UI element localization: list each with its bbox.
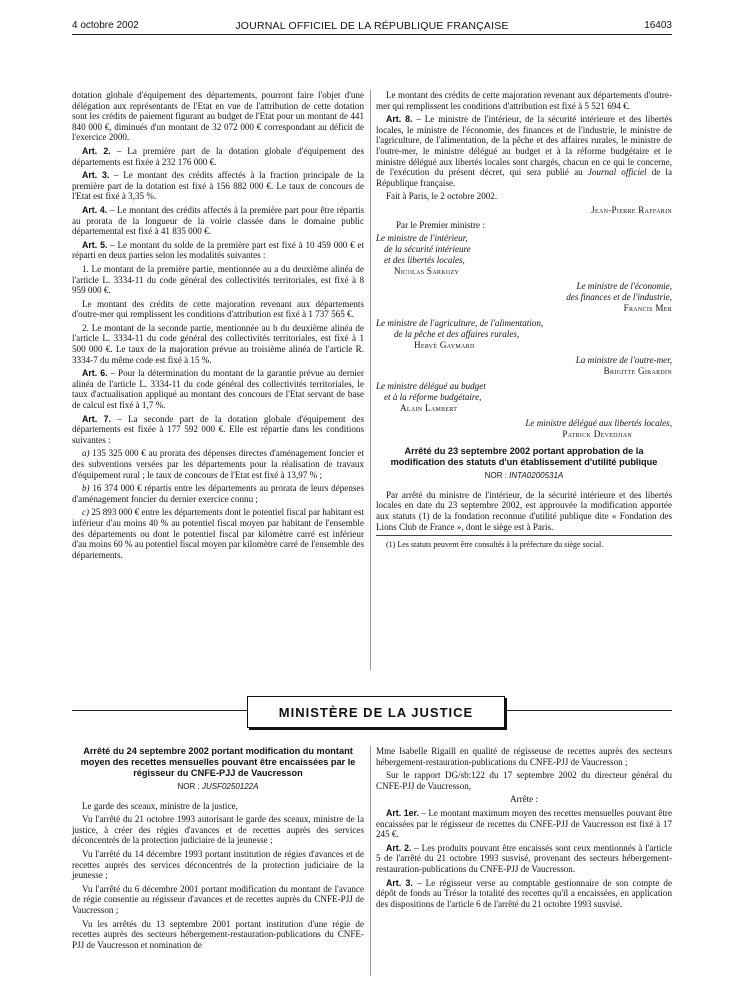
signatory-block-agriculture: Le ministre de l'agriculture, de l'alimentation, de la pêche et des affaires rurales, Hervé Gaymard: [376, 318, 544, 351]
list-item: c) 25 893 000 € entre les départements dont le potentiel fiscal par habitant est inférieur d'au moins 40 % au potentiel fiscal moyen par habitant de l'ensemble des départements ou dont le potentiel fiscal par kilomètre carré est inférieur d'au moins 60 % au potentiel fiscal moyen par kilomètre carré de l'ensemble des départements.: [72, 507, 364, 560]
nor-reference: NOR : INTA0200531A: [484, 471, 564, 481]
paragraph: 2. Le montant de la seconde partie, mentionnée au b du deuxième alinéa de l'article L. 3334-11 du code général des collectivités territoriales, est fixé à 1 500 000 €. Le taux de la majoration prévue au troisième alinéa de l'article R. 3334-7 du même code est fixé à 15 %.: [72, 322, 364, 365]
banner-rule-right: [505, 710, 672, 711]
list-item: a) 135 325 000 € au prorata des dépenses directes d'aménagement foncier et des subventions versées par les départements pour la réalisation de travaux d'équipement rural ; le taux de concours de l'Etat est fixé à 13,97 % ;: [72, 448, 364, 480]
paragraph: Vu les arrêtés du 13 septembre 2001 portant institution d'une régie de recettes auprès des secteurs hébergement-restauration-publications du CNFE-PJJ de Vaucresson et nomination de: [72, 918, 364, 950]
paragraph: Sur le rapport DG/sb:122 du 17 septembre 2002 du directeur général du CNFE-PJJ de Vaucresson,: [376, 770, 672, 791]
header-rule: [72, 34, 672, 35]
article-6: Art. 6. – Pour la détermination du montant de la garantie prévue au dernier alinéa de l'article L. 3334-11 du code général des collectivités territoriales, le taux d'actualisation appliqué au montant des concours de l'Etat servant de base de calcul est fixé à 1,7 %.: [72, 368, 364, 411]
signatory-block-local-liberties: Le ministre délégué aux libertés locales, Patrick Devedjian: [525, 418, 672, 440]
article-2: Art. 2. – Les produits pouvant être encaissés sont ceux mentionnés à l'article 5 de l'arrêté du 21 octobre 1993 susvisé, provenant des secteurs hébergement-restauration-publications du CNFE-PJJ de Vaucresson.: [376, 842, 672, 874]
footnote: (1) Les statuts peuvent être consultés à la préfecture du siège social.: [376, 535, 672, 551]
article-7: Art. 7. – La seconde part de la dotation globale d'équipement des départements est fixée à 177 592 000 €. Elle est répartie dans les conditions suivantes :: [72, 413, 364, 445]
signatory-block-budget: Le ministre délégué au budget et à la réforme budgétaire, Alain Lambert: [376, 381, 486, 414]
article-5: Art. 5. – Le montant du solde de la première part est fixé à 10 459 000 € et réparti en deux parties selon les modalités suivantes :: [72, 239, 364, 261]
decree-title: Arrêté du 24 septembre 2002 portant modification du montant moyen des recettes mensuelles pouvant être encaissées par le régisseur du CNFE-PJJ de Vaucresson: [80, 746, 356, 778]
list-item: b) 16 374 000 € répartis entre les départements au prorata de leurs dépenses d'aménagement foncier du dernier exercice connu ;: [72, 483, 364, 504]
article-4: Art. 4. – Le montant des crédits affectés à la première part pour être répartis au prorata de la longueur de la voirie classée dans le domaine public départemental est fixé à 41 835 000 €.: [72, 204, 365, 237]
signatory-block-economy: Le ministre de l'économie, des finances et de l'industrie, Francis Mer: [566, 281, 672, 314]
signatory-block-overseas: La ministre de l'outre-mer, Brigitte Girardin: [575, 355, 672, 377]
article-8: Art. 8. – Le ministre de l'intérieur, de la sécurité intérieure et des libertés locales, le ministre de l'économie, des finances et de l'industrie, le ministre de l'agriculture, de l'alimentation, de la pêche et des affaires rurales, le ministre de l'outre-mer, le ministre délégué au budget et à la réforme budgétaire et le ministre délégué aux libertés locales sont chargés, chacun en ce qui le concerne, de l'exécution du présent décret, qui sera publié au Journal officiel de la République française.: [376, 114, 672, 188]
signature-by-line: Par le Premier ministre :: [396, 219, 485, 230]
nor-reference: NOR : JUSF0250122A: [177, 782, 259, 791]
column-right-bottom: [376, 746, 672, 912]
column-separator: [370, 90, 371, 670]
header-title: JOURNAL OFFICIEL DE LA RÉPUBLIQUE FRANÇAISE: [235, 20, 509, 32]
column-separator: [370, 746, 371, 976]
arrete-heading: Arrête :: [509, 794, 539, 805]
paragraph: Mme Isabelle Rigaill en qualité de régisseuse de recettes auprès des secteurs hébergement-restauration-publications du CNFE-PJJ de Vaucresson ;: [376, 746, 672, 767]
article-2: Art. 2. – La première part de la dotation globale d'équipement des départements est fixée à 232 176 000 €.: [72, 145, 364, 167]
decree-title: Arrêté du 23 septembre 2002 portant approbation de la modification des statuts d'un établissement d'utilité publique: [390, 446, 658, 468]
paragraph: Vu l'arrêté du 6 décembre 2001 portant modification du montant de l'avance de régie consentie au régisseur d'avances et de recettes auprès du CNFE-PJJ de Vaucresson ;: [72, 883, 364, 915]
paragraph: Le garde des sceaux, ministre de la justice,: [82, 800, 238, 811]
paragraph: Par arrêté du ministre de l'intérieur, de la sécurité intérieure et des libertés locales en date du 23 septembre 2002, est approuvée la modification apportée aux statuts (1) de la fondation reconnue d'utilité publique dite « Fondation des Lions Club de France », dont le siège est à Paris.: [376, 489, 672, 532]
paragraph: Vu l'arrêté du 21 octobre 1993 autorisant le garde des sceaux, ministre de la justice, à créer des régies d'avances et de recettes auprès des services déconcentrés de la protection judiciaire de la jeunesse ;: [72, 814, 364, 846]
column-left-top: [72, 90, 364, 563]
signature-date: Fait à Paris, le 2 octobre 2002.: [386, 191, 498, 202]
paragraph: Vu l'arrêté du 14 décembre 1993 portant institution de régies d'avances et de recettes auprès des services déconcentrés de la protection judiciaire de la jeunesse ;: [72, 848, 364, 881]
signatory-prime-minister: Jean-Pierre Raffarin: [591, 204, 672, 215]
running-header: [72, 16, 672, 34]
article-1: Art. 1er. – Le montant maximum moyen des recettes mensuelles pouvant être encaissées par le régisseur de recettes du CNFE-PJJ de Vaucresson est fixé à 17 245 €.: [376, 807, 672, 840]
signatory-block-interior: Le ministre de l'intérieur, de la sécurité intérieure et des libertés locales, Nicolas Sarkozy: [376, 233, 471, 277]
header-page-number: 16403: [644, 20, 672, 31]
paragraph: dotation globale d'équipement des départements, pourront faire l'objet d'une délégation aux représentants de l'Etat en vue de l'attribution de cette dotation sont les crédits de paiement figurant au budget de l'Etat pour un montant de 441 840 000 €, diminués d'un montant de 32 072 000 € correspondant au déficit de l'exercice 2000.: [72, 90, 364, 143]
header-date: 4 octobre 2002: [72, 20, 139, 31]
section-banner: MINISTÈRE DE LA JUSTICE: [247, 696, 505, 728]
article-3: Art. 3. – Le montant des crédits affectés à la fraction principale de la première part de la dotation est fixé à 156 882 000 €. Le taux de concours de l'Etat est fixé à 3,35 %.: [72, 170, 364, 202]
paragraph: Le montant des crédits de cette majoration revenant aux départements d'outre-mer qui remplissent les conditions d'attribution est fixé à 1 737 565 €.: [72, 298, 364, 320]
article-3: Art. 3. – Le régisseur verse au comptable gestionnaire de son compte de dépôt de fonds au Trésor la totalité des recettes qu'il a encaissées, en application des dispositions de l'article 6 de l'arrêté du 21 octobre 1993 susvisé.: [376, 877, 672, 909]
column-left-bottom: [72, 746, 364, 953]
paragraph: 1. Le montant de la première partie, mentionnée au a du deuxième alinéa de l'article L. 3334-11 du code général des collectivités territoriales, est fixé à 8 959 000 €.: [72, 263, 364, 296]
column-right-top: [376, 90, 672, 554]
banner-rule-left: [72, 710, 247, 711]
paragraph: Le montant des crédits de cette majoration revenant aux départements d'outre-mer qui remplissent les conditions d'attribution est fixé à 5 521 694 €.: [376, 90, 672, 111]
